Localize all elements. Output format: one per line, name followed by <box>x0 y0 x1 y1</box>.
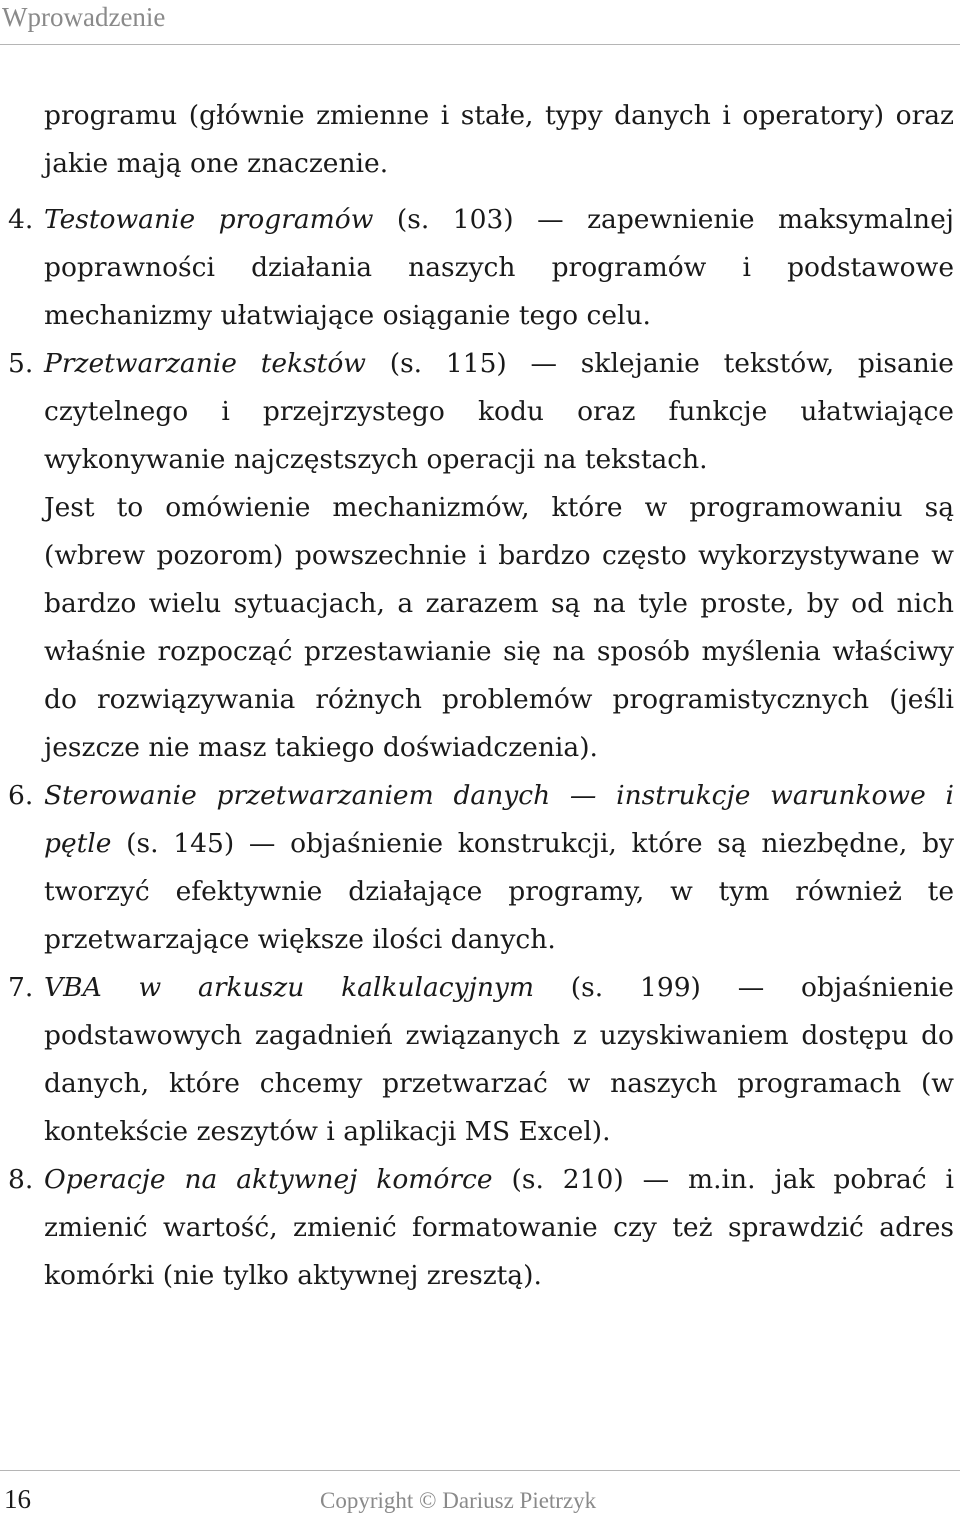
page-number: 16 <box>4 1484 31 1514</box>
list-item-text: (s. 145) — objaśnienie konstrukcji, które są niezbędne, by tworzyć efektywnie działające programy, w tym również te przetwarzające większe ilości danych. <box>44 828 954 955</box>
list-item-5-paragraph: Jest to omówienie mechanizmów, które w programowaniu są (wbrew pozorom) powszechnie i bardzo często wykorzystywane w bardzo wielu sytuacjach, a zarazem są na tyle proste, by od nich właśnie rozpocząć przestawianie się na sposób myślenia właściwy do rozwiązywania różnych problemów programistycznych (jeśli jeszcze nie masz takiego doświadczenia). <box>44 492 954 763</box>
list-item-6 <box>8 772 954 964</box>
list-item-number: 7. <box>8 972 34 1003</box>
list-item-text: (s. 103) — zapewnienie maksymalnej poprawności działania naszych programów i podstawowe mechanizmy ułatwiające osiąganie tego celu. <box>44 204 954 331</box>
list-item-title: Przetwarzanie tekstów <box>44 348 366 379</box>
list-item-title: Operacje na aktywnej komórce <box>44 1164 493 1195</box>
list-item-text: (s. 210) — m.in. jak pobrać i zmienić wartość, zmienić formatowanie czy też sprawdzić adres komórki (nie tylko aktywnej zresztą). <box>44 1164 954 1291</box>
list-item-text: (s. 115) — sklejanie tekstów, pisanie czytelnego i przejrzystego kodu oraz funkcje ułatwiające wykonywanie najczęstszych operacji na tekstach. <box>44 348 954 475</box>
list-item-4 <box>8 196 954 340</box>
list-item-8 <box>8 1156 954 1300</box>
list-item-number: 4. <box>8 204 34 235</box>
list-item-title: Sterowanie przetwarzaniem danych — instrukcje warunkowe i pętle <box>44 780 954 859</box>
footer-divider <box>0 1470 960 1471</box>
list-item-5 <box>8 340 954 484</box>
running-head: Wprowadzenie <box>2 2 166 32</box>
list-item-title: VBA w arkuszu kalkulacyjnym <box>44 972 534 1003</box>
copyright-notice: Copyright © Dariusz Pietrzyk <box>320 1488 597 1513</box>
header-divider <box>0 44 960 45</box>
list-item-title: Testowanie programów <box>44 204 374 235</box>
list-item-number: 5. <box>8 348 34 379</box>
list-item-number: 8. <box>8 1164 34 1195</box>
intro-continuation: programu (głównie zmienne i stałe, typy danych i operatory) oraz jakie mają one znaczenie. <box>44 100 954 179</box>
list-item-text: (s. 199) — objaśnienie podstawowych zagadnień związanych z uzyskiwaniem dostępu do danych, które chcemy przetwarzać w naszych programach (w kontekście zeszytów i aplikacji MS Excel). <box>44 972 954 1147</box>
list-item-7 <box>8 964 954 1156</box>
list-item-number: 6. <box>8 780 34 811</box>
page-body <box>8 92 954 1300</box>
